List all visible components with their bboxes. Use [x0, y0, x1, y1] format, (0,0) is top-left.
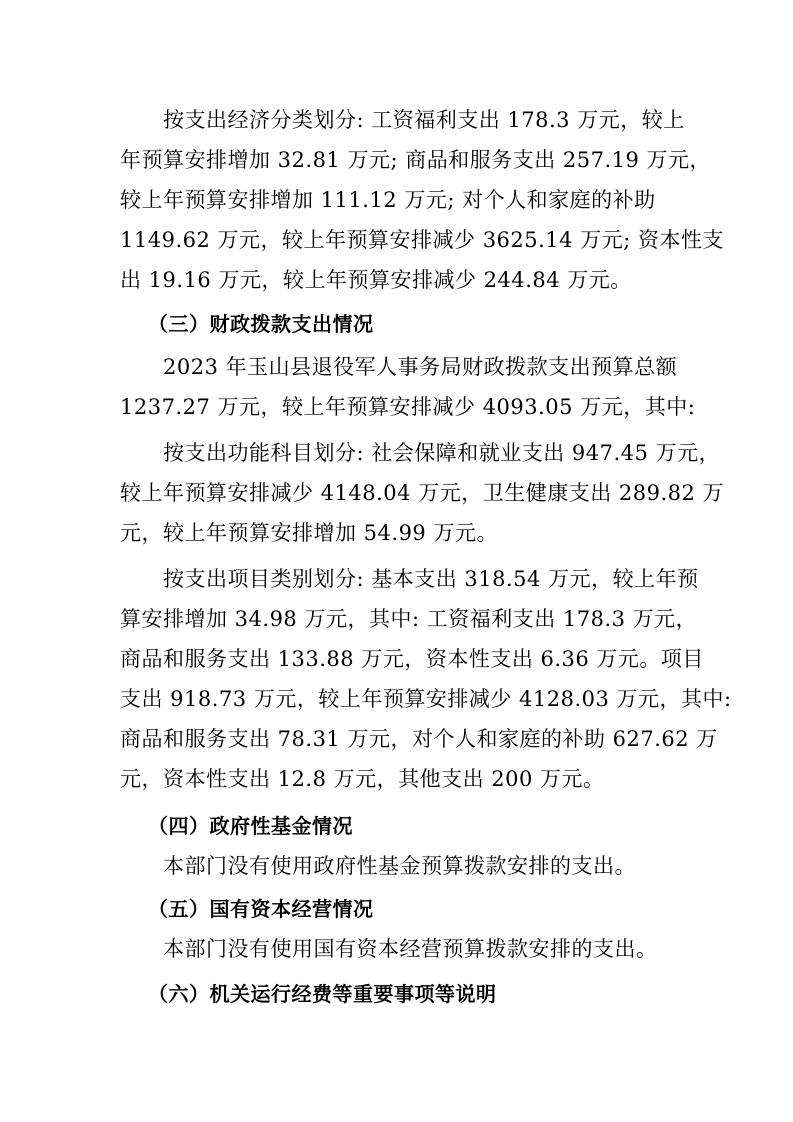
- paragraph-line: 商品和服务支出 133.88 万元，资本性支出 6.36 万元。项目: [120, 647, 704, 671]
- paragraph-line: 支出 918.73 万元，较上年预算安排减少 4128.03 万元，其中:: [120, 687, 732, 711]
- paragraph-line: 较上年预算安排增加 111.12 万元; 对个人和家庭的补助: [120, 188, 656, 212]
- paragraph-line: 算安排增加 34.98 万元，其中: 工资福利支出 178.3 万元，: [120, 607, 698, 631]
- paragraph-line: 2023 年玉山县退役军人事务局财政拨款支出预算总额: [163, 355, 678, 379]
- section-heading: （三）财政拨款支出情况: [148, 312, 374, 336]
- paragraph-line: 较上年预算安排减少 4148.04 万元，卫生健康支出 289.82 万: [120, 481, 725, 505]
- paragraph-line: 按支出经济分类划分: 工资福利支出 178.3 万元，较上: [163, 108, 685, 132]
- paragraph-line: 按支出功能科目划分: 社会保障和就业支出 947.45 万元，: [163, 441, 721, 465]
- paragraph-line: 年预算安排增加 32.81 万元; 商品和服务支出 257.19 万元，: [120, 148, 712, 172]
- paragraph-line: 出 19.16 万元，较上年预算安排减少 244.84 万元。: [120, 268, 632, 292]
- paragraph-line: 按支出项目类别划分: 基本支出 318.54 万元，较上年预: [163, 567, 699, 591]
- paragraph-line: 本部门没有使用政府性基金预算拨款安排的支出。: [163, 854, 636, 878]
- paragraph-line: 元，较上年预算安排增加 54.99 万元。: [120, 521, 498, 545]
- paragraph-line: 商品和服务支出 78.31 万元，对个人和家庭的补助 627.62 万: [120, 727, 718, 751]
- paragraph-line: 本部门没有使用国有资本经营预算拨款安排的支出。: [163, 937, 658, 961]
- section-heading: （五）国有资本经营情况: [148, 897, 374, 921]
- paragraph-line: 元，资本性支出 12.8 万元，其他支出 200 万元。: [120, 767, 605, 791]
- section-heading: （六）机关运行经费等重要事项等说明: [148, 982, 497, 1006]
- section-heading: （四）政府性基金情况: [148, 814, 353, 838]
- paragraph-line: 1237.27 万元，较上年预算安排减少 4093.05 万元，其中:: [120, 395, 696, 419]
- paragraph-line: 1149.62 万元，较上年预算安排减少 3625.14 万元; 资本性支: [120, 228, 724, 252]
